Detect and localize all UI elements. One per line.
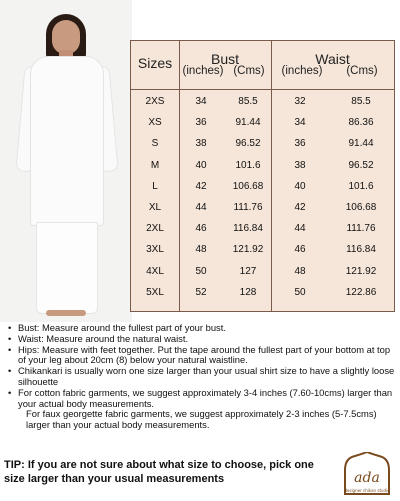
size-row-bust-in: 52 xyxy=(195,286,207,298)
size-row-bust-cm: 96.52 xyxy=(235,138,261,150)
size-row-bust-in: 40 xyxy=(195,159,207,171)
logo-tagline: designer chikan studio xyxy=(344,488,390,493)
size-chart-table xyxy=(130,40,395,312)
waist-inches-header: (inches) xyxy=(281,65,323,77)
note-item: • Hips: Measure with feet together. Put the tape around the fullest part of your bottom at top of your leg about 20cm (8) below your natural waistline. xyxy=(8,343,391,366)
size-row-waist-in: 50 xyxy=(294,286,306,298)
size-row-waist-cm: 121.92 xyxy=(345,265,377,277)
size-row-waist-in: 48 xyxy=(294,265,306,277)
size-row-waist-in: 34 xyxy=(294,117,306,129)
size-row-waist-in: 38 xyxy=(294,159,306,171)
size-row-size: XS xyxy=(148,117,162,129)
size-row-waist-in: 44 xyxy=(294,223,306,235)
size-row-waist-cm: 96.52 xyxy=(348,159,374,171)
size-row-waist-cm: 122.86 xyxy=(345,286,377,298)
size-row-bust-cm: 121.92 xyxy=(232,244,264,256)
measurement-notes xyxy=(8,323,398,431)
size-row-bust-in: 34 xyxy=(195,96,207,107)
size-row-waist-in: 42 xyxy=(294,202,306,213)
tip-text: TIP: If you are not sure about what size to choose, pick one size larger than your usual measurements xyxy=(4,459,314,485)
size-row-waist-in: 40 xyxy=(294,180,306,192)
size-row-bust-in: 48 xyxy=(195,244,207,256)
ada-logo xyxy=(340,452,394,496)
size-row-bust-in: 50 xyxy=(195,265,207,277)
size-row-waist-cm: 111.76 xyxy=(346,223,376,235)
size-row-waist-cm: 116.84 xyxy=(346,244,376,256)
white-kurta xyxy=(30,56,104,226)
logo-wordmark: ada xyxy=(354,470,380,486)
waist-cms-header: (Cms) xyxy=(346,65,378,77)
bust-inches-header: (inches) xyxy=(182,65,224,77)
size-row-bust-cm: 101.6 xyxy=(235,159,261,171)
size-row-bust-in: 42 xyxy=(195,180,207,192)
model-face xyxy=(52,20,80,54)
note-extra: For faux georgette fabric garments, we suggest approximately 2-3 inches (5-7.5cms) larger than your actual body measurements. xyxy=(26,408,377,431)
size-row-size: XL xyxy=(148,202,162,213)
size-row-bust-cm: 111.76 xyxy=(233,202,263,213)
size-row-size: 2XL xyxy=(146,223,164,235)
size-row-waist-cm: 101.6 xyxy=(348,180,374,192)
model-feet xyxy=(46,310,86,316)
size-row-waist-in: 32 xyxy=(294,96,306,107)
size-row-bust-in: 44 xyxy=(195,202,207,213)
size-row-bust-in: 46 xyxy=(195,223,207,235)
bust-cms-header: (Cms) xyxy=(233,65,265,77)
chart-header-divider xyxy=(131,89,394,90)
size-row-size: 4XL xyxy=(146,265,164,277)
model-photo xyxy=(0,0,132,322)
sizes-header: Sizes xyxy=(137,55,173,71)
size-row-bust-cm: 127 xyxy=(239,265,257,277)
size-row-bust-cm: 128 xyxy=(239,286,257,298)
note-item: • For cotton fabric garments, we suggest approximately 3-4 inches (7.60-10cms) larger than your actual body measurements. xyxy=(8,386,393,409)
size-row-waist-in: 36 xyxy=(294,138,306,150)
bust-header: Bust xyxy=(210,51,239,67)
size-row-bust-in: 38 xyxy=(195,138,207,150)
size-row-waist-cm: 85.5 xyxy=(351,96,371,107)
size-row-size: M xyxy=(150,159,160,171)
size-row-bust-in: 36 xyxy=(195,117,207,129)
size-row-bust-cm: 116.84 xyxy=(233,223,263,235)
note-item: • Chikankari is usually worn one size larger than your usual shirt size to have a slightly loose silhouette xyxy=(8,365,395,387)
size-row-size: S xyxy=(151,138,159,150)
size-row-size: 3XL xyxy=(146,244,164,256)
size-row-waist-cm: 106.68 xyxy=(345,202,377,213)
size-row-size: 2XS xyxy=(145,96,165,107)
size-row-bust-cm: 106.68 xyxy=(232,180,264,192)
size-row-bust-cm: 85.5 xyxy=(238,96,258,107)
size-row-waist-in: 46 xyxy=(294,244,306,256)
size-row-size: L xyxy=(152,180,158,192)
note-item: • Bust: Measure around the fullest part of your bust. xyxy=(8,322,226,333)
size-row-bust-cm: 91.44 xyxy=(235,117,261,129)
size-row-waist-cm: 86.36 xyxy=(348,117,374,129)
note-item: • Waist: Measure around the natural waist. xyxy=(8,332,189,344)
size-row-size: 5XL xyxy=(146,286,164,298)
white-palazzo xyxy=(36,222,98,314)
waist-header: Waist xyxy=(315,51,350,67)
size-row-waist-cm: 91.44 xyxy=(348,138,374,150)
